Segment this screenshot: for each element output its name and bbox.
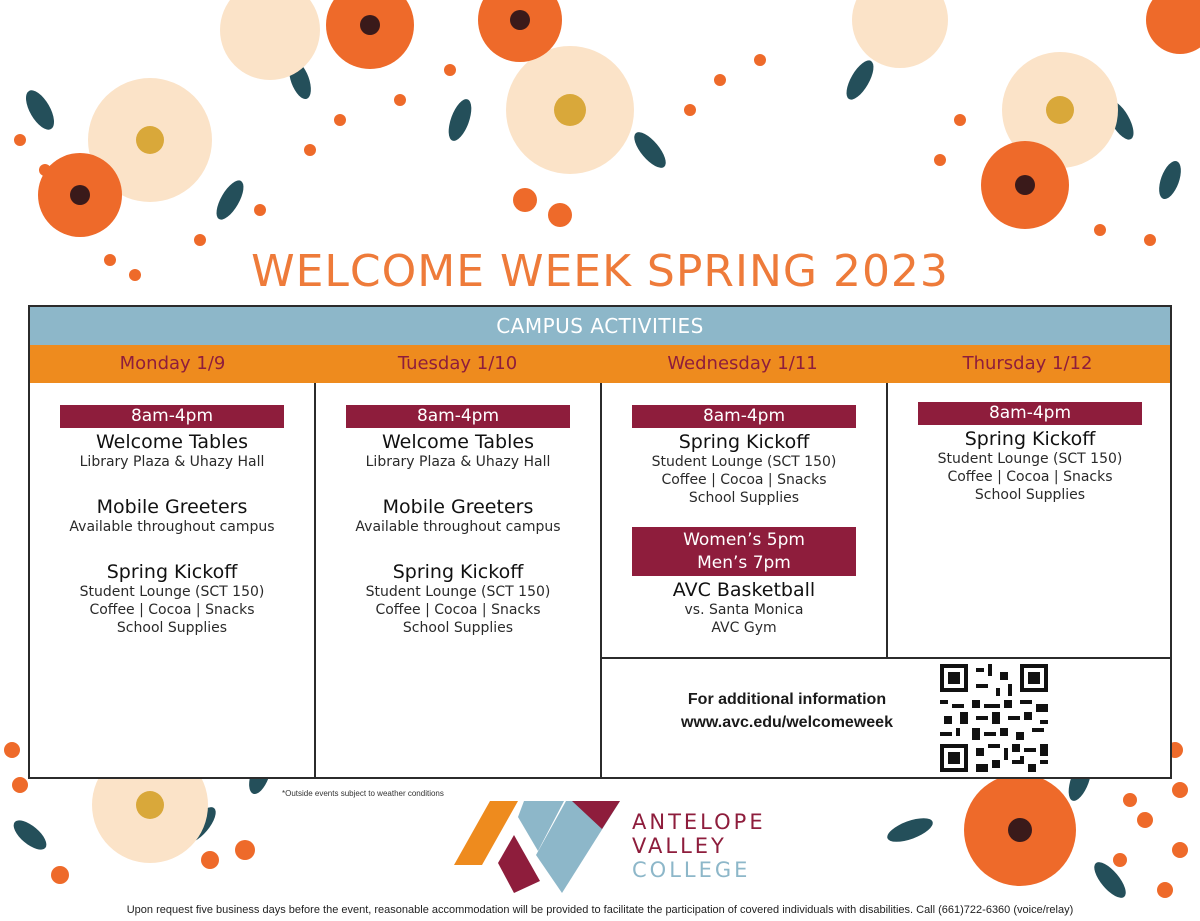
event-title: Spring Kickoff (106, 561, 238, 583)
event-title: Mobile Greeters (382, 496, 534, 518)
event-title: Welcome Tables (96, 431, 248, 453)
time-badge: 8am-4pm (346, 405, 570, 428)
time-badge: 8am-4pm (632, 405, 856, 428)
event-title: Mobile Greeters (96, 496, 248, 518)
day-header-row (30, 345, 1170, 383)
campus-activities-banner: CAMPUS ACTIVITIES (30, 307, 1170, 345)
event-title: Spring Kickoff (678, 431, 810, 453)
info-label: For additional information (687, 691, 887, 708)
tuesday-column (316, 383, 600, 637)
event-title: Welcome Tables (382, 431, 534, 453)
event-detail: vs. Santa Monica (684, 602, 804, 618)
day-header-tuesday: Tuesday 1/10 (397, 353, 518, 374)
wednesday-column (602, 383, 886, 637)
day-header-thursday: Thursday 1/12 (962, 353, 1093, 374)
event-detail: Student Lounge (SCT 150) (79, 584, 265, 600)
monday-column (30, 383, 314, 637)
day-header-monday: Monday 1/9 (119, 353, 226, 374)
day-header-wednesday: Wednesday 1/11 (667, 353, 818, 374)
accommodation-disclaimer: Upon request five business days before the event, reasonable accommodation will be provided to facilitate the participation of covered individuals with disabilities. Call (661)722-6360 (voice/relay) (126, 904, 1074, 916)
event-title: AVC Basketball (672, 579, 816, 601)
event-detail: Student Lounge (SCT 150) (651, 454, 837, 470)
avc-logo-mark-icon (454, 795, 620, 893)
event-detail: Available throughout campus (355, 519, 561, 535)
page-title: WELCOME WEEK SPRING 2023 (251, 246, 949, 297)
basketball-time-badge (632, 527, 856, 576)
event-detail: Coffee | Cocoa | Snacks (375, 602, 541, 618)
additional-info (602, 688, 972, 734)
event-detail: School Supplies (974, 487, 1086, 503)
event-detail: Coffee | Cocoa | Snacks (947, 469, 1113, 485)
avc-logo-text (632, 810, 766, 882)
time-badge: 8am-4pm (918, 402, 1142, 425)
womens-time: Women’s 5pm (683, 530, 805, 550)
schedule-table (28, 305, 1172, 779)
logo-line-college: COLLEGE (632, 858, 751, 882)
event-detail: Library Plaza & Uhazy Hall (365, 454, 551, 470)
time-badge: 8am-4pm (60, 405, 284, 428)
logo-line-antelope: ANTELOPE (632, 810, 766, 834)
event-title: Spring Kickoff (392, 561, 524, 583)
weather-footnote: *Outside events subject to weather conditions (282, 789, 444, 798)
event-detail: School Supplies (688, 490, 800, 506)
thursday-column (888, 383, 1172, 504)
qr-code-icon[interactable] (940, 664, 1048, 772)
event-detail: Coffee | Cocoa | Snacks (661, 472, 827, 488)
event-detail: Student Lounge (SCT 150) (937, 451, 1123, 467)
logo-line-valley: VALLEY (632, 834, 727, 858)
event-detail: Library Plaza & Uhazy Hall (79, 454, 265, 470)
event-detail: School Supplies (402, 620, 514, 636)
info-url-link[interactable]: www.avc.edu/welcomeweek (681, 714, 893, 731)
event-title: Spring Kickoff (964, 428, 1096, 450)
event-detail: Coffee | Cocoa | Snacks (89, 602, 255, 618)
event-detail: AVC Gym (711, 620, 777, 636)
mens-time: Men’s 7pm (697, 553, 791, 573)
event-detail: Available throughout campus (69, 519, 275, 535)
info-divider (600, 657, 1172, 659)
event-detail: Student Lounge (SCT 150) (365, 584, 551, 600)
event-detail: School Supplies (116, 620, 228, 636)
